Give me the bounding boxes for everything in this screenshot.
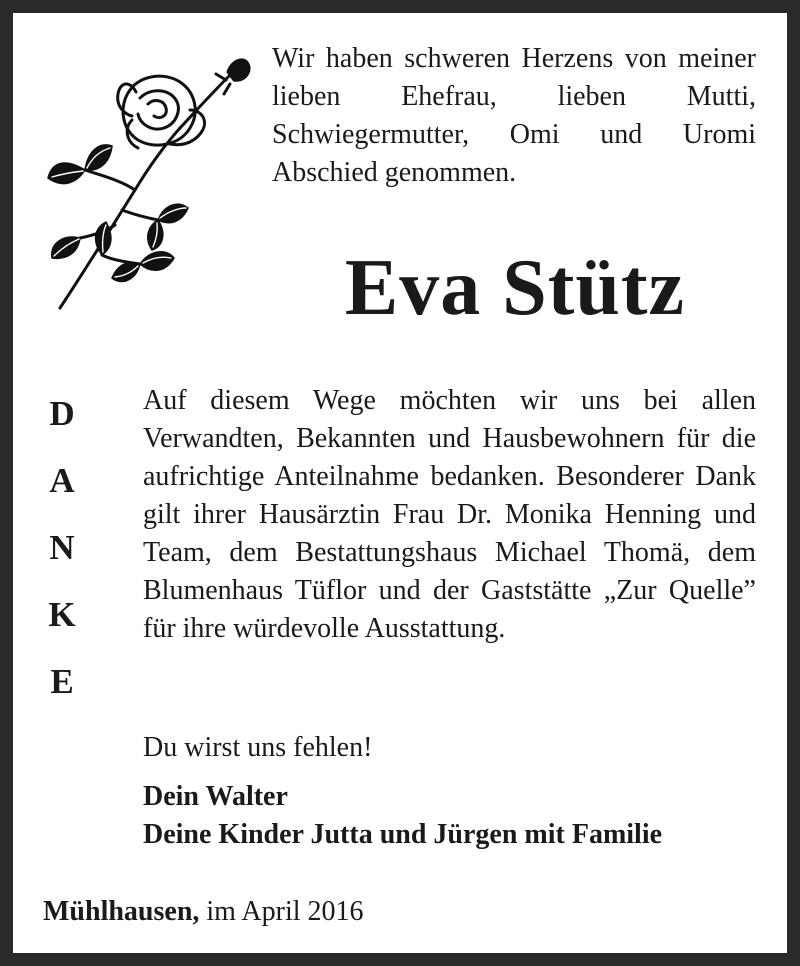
- danke-vertical: [40, 380, 84, 715]
- place: Mühlhausen,: [43, 896, 200, 927]
- place-date: [43, 893, 364, 931]
- danke-letter: E: [50, 662, 74, 701]
- thanks-text: [143, 382, 756, 648]
- danke-letter: D: [49, 394, 75, 433]
- intro-text: [272, 40, 756, 192]
- deceased-name: Eva Stütz: [344, 244, 686, 332]
- rose-icon: [40, 50, 255, 315]
- signature-line: Deine Kinder Jutta und Jürgen mit Familie: [143, 819, 663, 850]
- signature-line: Dein Walter: [143, 781, 288, 812]
- intro-paragraph: Wir haben schweren Herzens von meiner lieben Ehefrau, lieben Mutti, Schwiegermutter, Omi und Uromi Abschied genommen.: [272, 43, 756, 188]
- danke-letter: N: [49, 528, 75, 567]
- danke-letter: K: [48, 595, 76, 634]
- danke-letter: A: [49, 461, 75, 500]
- farewell-line: Du wirst uns fehlen!: [143, 732, 373, 763]
- date: im April 2016: [206, 896, 364, 927]
- thanks-paragraph: Auf diesem Wege möchten wir uns bei allen Verwandten, Bekannten und Hausbewohnern für die aufrichtige Anteilnahme bedanken. Besonderer Dank gilt ihrer Hausärztin Frau Dr. Monika Henning und Team, dem Bestattungshaus Michael Thomä, dem Blumenhaus Tüflor und der Gaststätte „Zur Quelle” für ihre würdevolle Ausstattung.: [143, 385, 756, 644]
